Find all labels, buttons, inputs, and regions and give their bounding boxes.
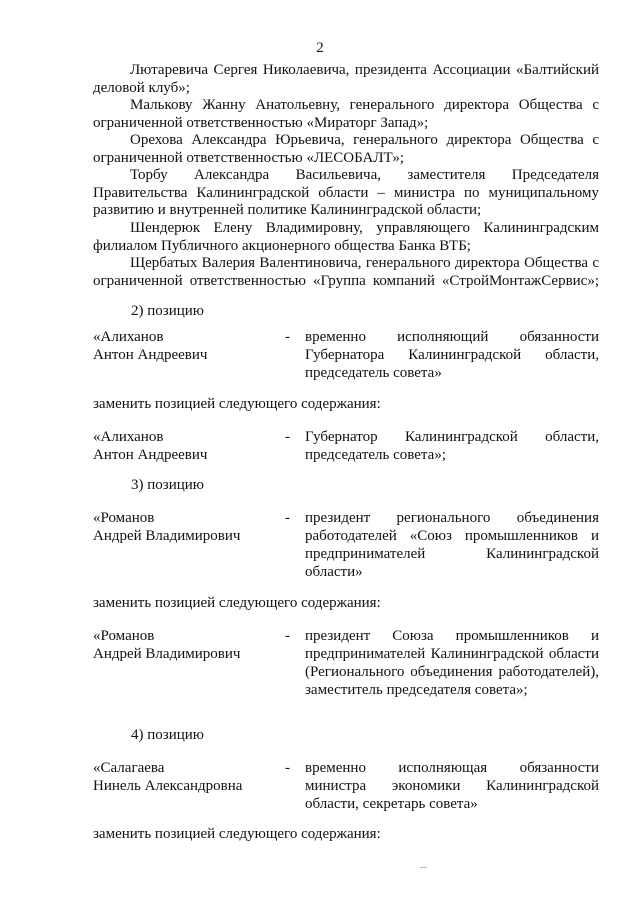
- item-2-position: 2) позицию: [131, 303, 204, 319]
- paragraph-orekhov: Орехова Александра Юрьевича, генерального директора Общества с ограниченной ответственностью «ЛЕСОБАЛТ»;: [93, 132, 599, 166]
- replace-text: заменить позицией следующего содержания:: [93, 396, 381, 412]
- person-name: «Алиханов Антон Андреевич: [93, 329, 208, 363]
- paragraph-torba: Торбу Александра Васильевича, заместителя Председателя Правительства Калининградской области – министра по муниципальному развитию и внутренней политике Калининградской области;: [93, 167, 599, 218]
- paragraph-malkova: Малькову Жанну Анатольевну, генерального директора Общества с ограниченной ответственностью «Мираторг Запад»;: [93, 97, 599, 131]
- replace-text: заменить позицией следующего содержания:: [93, 595, 381, 611]
- position-description: Губернатор Калининградской области, председатель совета»;: [305, 429, 599, 463]
- scan-mark: ˜˜: [420, 866, 427, 877]
- person-name: «Романов Андрей Владимирович: [93, 510, 241, 544]
- page-number: 2: [316, 40, 324, 56]
- dash-separator: -: [285, 329, 290, 345]
- position-description: временно исполняющая обязанности министра экономики Калининградской области, секретарь совета»: [305, 760, 599, 812]
- dash-separator: -: [285, 628, 290, 644]
- item-3-position: 3) позицию: [131, 477, 204, 493]
- position-description: президент регионального объединения работодателей «Союз промышленников и предпринимателей Калининградской области»: [305, 510, 599, 580]
- paragraph-lyutarevich: Лютаревича Сергея Николаевича, президента Ассоциации «Балтийский деловой клуб»;: [93, 62, 599, 96]
- position-description: временно исполняющий обязанности Губернатора Калининградской области, председатель совета»: [305, 329, 599, 381]
- replace-text: заменить позицией следующего содержания:: [93, 826, 381, 842]
- dash-separator: -: [285, 760, 290, 776]
- dash-separator: -: [285, 429, 290, 445]
- person-name: «Салагаева Нинель Александровна: [93, 760, 243, 794]
- person-name: «Романов Андрей Владимирович: [93, 628, 241, 662]
- item-4-position: 4) позицию: [131, 727, 204, 743]
- dash-separator: -: [285, 510, 290, 526]
- paragraph-shenderyuk: Шендерюк Елену Владимировну, управляющего Калининградским филиалом Публичного акционерного общества Банка ВТБ;: [93, 220, 599, 254]
- position-description: президент Союза промышленников и предпринимателей Калининградской области (Регионального объединения работодателей), заместитель председателя совета»;: [305, 628, 599, 698]
- person-name: «Алиханов Антон Андреевич: [93, 429, 208, 463]
- paragraph-shcherbatykh: Щербатых Валерия Валентиновича, генерального директора Общества с ограниченной ответственностью «Группа компаний «СтройМонтажСервис»;: [93, 255, 599, 289]
